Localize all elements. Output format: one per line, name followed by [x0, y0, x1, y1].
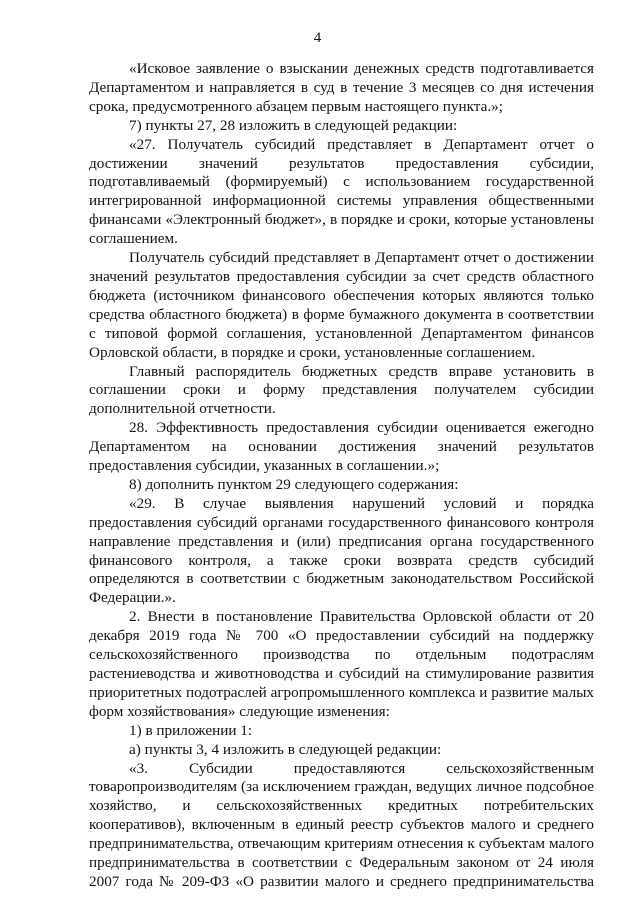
paragraph-report-paper: Получатель субсидий представляет в Департамент отчет о достижении значений результатов предоставления субсидии за счет средств областного бюджета (источником финансового обеспечения которых являются только средства областного бюджета) в форме бумажного документа в соответствии с типовой формой соглашения, установленной Департаментом финансов Орловской области, в порядке и сроки, установленные соглашением. — [89, 249, 594, 361]
page-number: 4 — [313, 30, 322, 46]
paragraph-point-27: «27. Получатель субсидий представляет в Департамент отчет о достижении значений результатов предоставления субсидии, подготавливаемый (формируемый) с использованием государственной интегрированной информационной системы управления общественными финансами «Электронный бюджет», в порядке и сроки, которые установлены соглашением. — [89, 135, 594, 248]
paragraph-lawsuit: «Исковое заявление о взыскании денежных средств подготавливается Департаментом и направляется в суд в течение 3 месяцев со дня истечения срока, предусмотренного абзацем первым настоящего пункта.»; — [89, 60, 594, 115]
paragraph-item-8: 8) дополнить пунктом 29 следующего содержания: — [129, 475, 459, 493]
paragraph-section-2: 2. Внести в постановление Правительства Орловской области от 20 декабря 2019 года № 700 «О предоставлении субсидий на поддержку сельскохозяйственного производства по отдельным подотраслям растениеводства и животноводства и субсидий на стимулирование развития приоритетных подотраслей агропромышленного комплекса и развитие малых форм хозяйствования» следующие изменения: — [89, 608, 594, 720]
paragraph-points-3-4: а) пункты 3, 4 изложить в следующей редакции: — [129, 740, 442, 758]
paragraph-point-3: «3. Субсидии предоставляются сельскохозяйственным товаропроизводителям (за исключением граждан, ведущих личное подсобное хозяйство, и сельскохозяйственных кредитных потребительских кооперативов), включенным в единый реестр субъектов малого и среднего предпринимательства, отвечающим критериям отнесения к субъектам малого предпринимательства в соответствии с Федеральным законом от 24 июля 2007 года № 209-ФЗ «О развитии малого и среднего предпринимательства — [89, 759, 594, 890]
paragraph-additional-reporting: Главный распорядитель бюджетных средств вправе установить в соглашении сроки и форму представления получателем субсидии дополнительной отчетности. — [89, 362, 594, 418]
paragraph-point-28: 28. Эффективность предоставления субсидии оценивается ежегодно Департаментом на основании достижения значений результатов предоставления субсидии, указанных в соглашении.»; — [89, 419, 594, 475]
paragraph-appendix-1: 1) в приложении 1: — [129, 721, 253, 739]
document-body — [89, 60, 594, 892]
paragraph-point-29: «29. В случае выявления нарушений условий и порядка предоставления субсидий органами государственного финансового контроля направление представления и (или) предписания органа государственного финансового контроля, а также сроки возврата средств субсидий определяются в соответствии с бюджетным законодательством Российской Федерации.». — [89, 494, 594, 607]
paragraph-item-7: 7) пункты 27, 28 изложить в следующей редакции: — [129, 116, 458, 134]
